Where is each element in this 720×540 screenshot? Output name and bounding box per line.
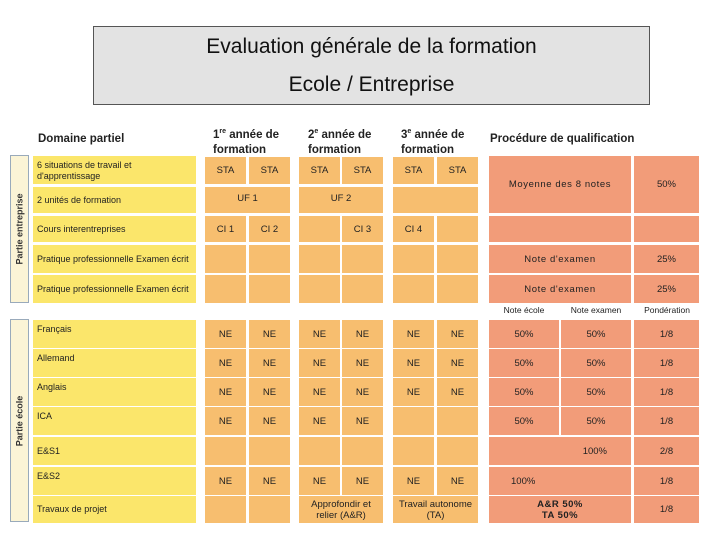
empty-cell [393,437,434,465]
ne-cell: NE [205,349,246,377]
ne-cell: NE [205,378,246,406]
empty-cell [205,496,246,523]
empty-cell [437,216,478,242]
domain-es1: E&S1 [33,437,196,465]
header-procedure: Procédure de qualification [490,133,635,145]
ne-cell: NE [437,349,478,377]
note-ecole: 50% [489,349,559,377]
empty-cell [634,216,699,242]
domain-allemand: Allemand [33,349,196,377]
ne-cell: NE [249,320,290,348]
ci-cell: CI 2 [249,216,290,242]
domain-exam-2: Pratique professionnelle Examen écrit [33,275,196,303]
ponderation: 1/8 [634,349,699,377]
ne-cell: NE [342,467,383,495]
title-line-2: Ecole / Entreprise [288,73,455,96]
note-examen-only: 100% [489,437,631,465]
side-label-ecole-wrap [10,319,29,522]
ne-cell: NE [437,320,478,348]
empty-cell [393,187,478,213]
empty-cell [393,275,434,303]
empty-cell [299,216,340,242]
ci-cell: CI 3 [342,216,383,242]
projet-mix [489,496,631,523]
empty-cell [437,437,478,465]
sta-cell: STA [342,157,383,184]
empty-cell [342,437,383,465]
header-year-3: 3e année de formation [401,128,465,156]
empty-cell [205,245,246,273]
ponderation: 1/8 [634,407,699,435]
ne-cell: NE [393,378,434,406]
sta-cell: STA [249,157,290,184]
empty-cell [249,437,290,465]
projet-mix-ar: A&R 50% [537,498,583,510]
empty-cell [437,407,478,435]
ne-cell: NE [342,378,383,406]
domain-anglais: Anglais [33,378,196,406]
empty-cell [249,275,290,303]
ponderation: 1/8 [634,378,699,406]
approfondir-relier: Approfondir et relier (A&R) [299,496,383,523]
ne-cell: NE [342,320,383,348]
header-domaine: Domaine partiel [38,133,125,145]
note-examen-2: Note d'examen [489,275,631,303]
ne-cell: NE [393,467,434,495]
ne-cell: NE [342,349,383,377]
ne-cell: NE [299,467,340,495]
note-ecole-only: 100% [489,467,631,495]
note-ecole: 50% [489,320,559,348]
moyenne-pct: 50% [634,156,699,213]
side-label-ecole: Partie école [14,395,25,446]
empty-cell [393,407,434,435]
domain-sta: 6 situations de travail et d'apprentissage [33,156,196,184]
empty-cell [299,275,340,303]
ne-cell: NE [437,378,478,406]
header-year-1: 1re année de formation [213,128,280,156]
projet-mix-ta: TA 50% [541,509,579,521]
ci-cell: CI 1 [205,216,246,242]
sta-cell: STA [393,157,434,184]
header-year-2: 2e année de formation [308,128,372,156]
ponderation: 1/8 [634,467,699,495]
ne-cell: NE [437,467,478,495]
sta-cell: STA [299,157,340,184]
note-examen-1-pct: 25% [634,245,699,273]
empty-cell [437,275,478,303]
empty-cell [489,216,631,242]
empty-cell [249,496,290,523]
empty-cell [342,245,383,273]
ponderation: 1/8 [634,320,699,348]
note-examen: 50% [561,320,631,348]
side-label-entreprise-wrap [10,155,29,303]
ne-cell: NE [249,407,290,435]
empty-cell [342,275,383,303]
colhead-ponderation: Pondération [644,305,690,315]
domain-ica: ICA [33,407,196,435]
uf-cell: UF 2 [299,187,383,213]
domain-ci: Cours interentreprises [33,216,196,242]
empty-cell [205,275,246,303]
empty-cell [205,437,246,465]
ne-cell: NE [299,349,340,377]
note-examen: 50% [561,378,631,406]
domain-exam-1: Pratique professionnelle Examen écrit [33,245,196,273]
colhead-examen: Note examen [570,305,622,315]
note-examen: 50% [561,349,631,377]
title-line-1: Evaluation générale de la formation [206,35,537,58]
note-examen: 50% [561,407,631,435]
sta-cell: STA [437,157,478,184]
moyenne-label: Moyenne des 8 notes [489,156,631,213]
travail-autonome: Travail autonome (TA) [393,496,478,523]
title-box [93,26,650,105]
ne-cell: NE [393,320,434,348]
ne-cell: NE [342,407,383,435]
ne-cell: NE [249,467,290,495]
side-label-entreprise: Partie entreprise [14,193,25,265]
note-ecole: 50% [489,378,559,406]
domain-es2: E&S2 [33,467,196,495]
note-ecole: 50% [489,407,559,435]
ne-cell: NE [299,378,340,406]
ne-cell: NE [205,407,246,435]
note-examen-2-pct: 25% [634,275,699,303]
ci-cell: CI 4 [393,216,434,242]
sta-cell: STA [205,157,246,184]
ne-cell: NE [205,320,246,348]
ne-cell: NE [299,407,340,435]
ne-cell: NE [249,349,290,377]
note-examen-1: Note d'examen [489,245,631,273]
ne-cell: NE [393,349,434,377]
empty-cell [299,437,340,465]
ne-cell: NE [205,467,246,495]
ponderation: 2/8 [634,437,699,465]
ne-cell: NE [299,320,340,348]
empty-cell [249,245,290,273]
empty-cell [299,245,340,273]
domain-travaux-projet: Travaux de projet [33,496,196,523]
domain-uf: 2 unités de formation [33,187,196,213]
colhead-ecole: Note école [503,305,545,315]
empty-cell [393,245,434,273]
ponderation: 1/8 [634,496,699,523]
uf-cell: UF 1 [205,187,290,213]
domain-francais: Français [33,320,196,348]
ne-cell: NE [249,378,290,406]
empty-cell [437,245,478,273]
